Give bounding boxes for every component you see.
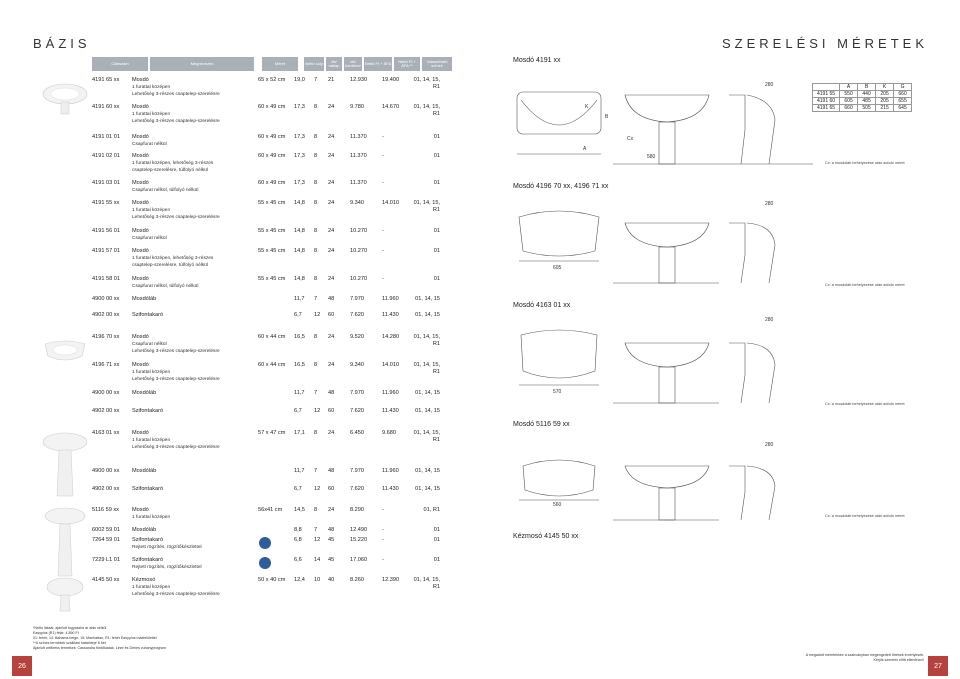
cell-p: 12 xyxy=(314,486,321,492)
row-description: 1 furattal középen xyxy=(132,515,171,520)
svg-text:Cx: Cx xyxy=(627,136,634,142)
cell-price: 10.270 xyxy=(350,248,368,254)
cell-p: 8 xyxy=(314,248,318,254)
cell-w: 19,0 xyxy=(294,77,305,83)
cell-k: 24 xyxy=(328,276,335,282)
cell-p: 8 xyxy=(314,276,318,282)
cell-name: Mosdó xyxy=(132,507,149,513)
cell-k: 24 xyxy=(328,180,335,186)
column-header: Méret xyxy=(262,57,298,71)
cell-name: Mosdó xyxy=(132,77,149,83)
cell-w: 11,7 xyxy=(294,296,305,302)
cell-size: 50 x 40 cm xyxy=(258,577,286,583)
cell-colors: 01, 14, 15, R1 xyxy=(413,334,440,347)
cell-code: 4900 00 xx xyxy=(92,296,120,302)
svg-text:280: 280 xyxy=(765,317,774,323)
cell-price: 17.060 xyxy=(350,557,368,563)
row-description: 1 furattal középen xyxy=(132,85,171,90)
dim-cell: 4191 65 xyxy=(813,105,840,112)
cell-colors: 01 xyxy=(433,557,440,563)
dim-cell: 660 xyxy=(840,105,858,112)
cell-code: 4191 65 xx xyxy=(92,77,120,83)
cell-k: 60 xyxy=(328,312,335,318)
cell-p: 7 xyxy=(314,527,318,533)
cell-price: 7.620 xyxy=(350,312,364,318)
cell-p: 8 xyxy=(314,134,318,140)
row-description: Lehetőség 3-részes csaptelep-szerelésre xyxy=(132,215,220,220)
dim-cell: 550 xyxy=(840,91,858,98)
cell-k: 60 xyxy=(328,408,335,414)
cell-colors: 01 xyxy=(433,228,440,234)
diagram-4196 xyxy=(513,195,933,290)
cell-size: 57 x 47 cm xyxy=(258,430,286,436)
diagram-note: Cx: a mosdóláb behelyezése után adódó méret xyxy=(825,283,905,287)
cell-price2: 19.400 xyxy=(382,77,400,83)
cell-price2: - xyxy=(382,180,384,186)
cell-price: 7.970 xyxy=(350,296,364,302)
cell-colors: 01, 14, 15, R1 xyxy=(413,430,440,443)
cell-colors: 01, 14, 15 xyxy=(415,408,440,414)
cell-price2: 11.430 xyxy=(382,486,399,492)
basin-thumb-4145 xyxy=(40,575,90,613)
cell-k: 48 xyxy=(328,468,335,474)
cell-price: 12.490 xyxy=(350,527,368,533)
row-description: 1 furattal középen xyxy=(132,112,171,117)
cell-colors: 01, 14, 15 xyxy=(415,390,440,396)
cell-code: 4191 58 01 xyxy=(92,276,120,282)
cell-k: 24 xyxy=(328,134,335,140)
row-description: csaptelep-szerelésre, túlfolyó nélkül xyxy=(132,168,208,173)
dim-cell: 440 xyxy=(858,91,876,98)
column-header: Cikkszám xyxy=(92,57,148,71)
cell-w: 16,5 xyxy=(294,334,305,340)
cell-price2: 14.010 xyxy=(382,362,400,368)
cell-price: 6.450 xyxy=(350,430,364,436)
cell-name: Mosdóláb xyxy=(132,390,157,396)
diagram-note: Cx: a mosdóláb behelyezése után adódó méret xyxy=(825,402,905,406)
cell-name: Szifontakaró xyxy=(132,408,164,414)
cell-name: Kézmosó xyxy=(132,577,156,583)
footnote: *Nettó listaár, ajánlott fogyasztói ár alás nélkül xyxy=(33,626,107,630)
cell-price2: 11.430 xyxy=(382,312,399,318)
cell-p: 8 xyxy=(314,430,318,436)
column-header: Nettó súly xyxy=(304,57,324,71)
row-description: 1 furattal középen, lehetőség 3-részes xyxy=(132,256,214,261)
cell-price: 9.340 xyxy=(350,362,364,368)
cell-price2: 14.280 xyxy=(382,334,400,340)
cell-p: 8 xyxy=(314,200,318,206)
cell-price2: 11.430 xyxy=(382,408,399,414)
basin-thumb-4191 xyxy=(40,80,90,116)
dim-header: G xyxy=(894,84,912,91)
cell-k: 60 xyxy=(328,486,335,492)
cell-w: 11,7 xyxy=(294,468,305,474)
cell-w: 6,7 xyxy=(294,312,302,318)
diagram-5116 xyxy=(513,432,933,524)
cell-k: 45 xyxy=(328,537,335,543)
cell-w: 6,7 xyxy=(294,408,302,414)
cell-name: Mosdó xyxy=(132,248,149,254)
cell-name: Mosdóláb xyxy=(132,527,157,533)
cell-name: Mosdó xyxy=(132,362,149,368)
cell-w: 17,3 xyxy=(294,153,305,159)
cell-price: 7.620 xyxy=(350,486,364,492)
page-title-right: SZERELÉSI MÉRETEK xyxy=(722,36,928,51)
cell-code: 7229 L1 01 xyxy=(92,557,120,563)
cell-colors: 01, 14, 15 xyxy=(415,312,440,318)
cell-k: 48 xyxy=(328,527,335,533)
dim-cell: 660 xyxy=(894,91,912,98)
cell-price: 9.520 xyxy=(350,334,364,340)
cell-size: 65 x 52 cm xyxy=(258,77,286,83)
cell-size: 60 x 49 cm xyxy=(258,153,286,159)
cell-k: 21 xyxy=(328,77,335,83)
footnote: Ajánlott wellness termékek: Cassandra fürdőkádak, Liner és Dénes zuhanyprogram xyxy=(33,646,166,650)
cell-w: 14,8 xyxy=(294,228,305,234)
cell-colors: 01, 14, 15, R1 xyxy=(413,77,440,90)
svg-text:580: 580 xyxy=(647,154,656,160)
concealed-fixing-badge xyxy=(259,537,271,549)
row-description: 1 furattal középen xyxy=(132,585,171,590)
page-number-left: 26 xyxy=(12,656,32,676)
cell-name: Mosdó xyxy=(132,180,149,186)
cell-code: 4902 00 xx xyxy=(92,312,120,318)
footer-line: Kérjük szerelés előtt ellenőrizni! xyxy=(873,658,924,662)
row-description: Lehetőség 3-részes csaptelep-szerelésre xyxy=(132,92,220,97)
cell-w: 14,8 xyxy=(294,276,305,282)
cell-size: 56x41 cm xyxy=(258,507,283,513)
concealed-fixing-badge xyxy=(259,557,271,569)
cell-name: Mosdóláb xyxy=(132,468,157,474)
footnotes xyxy=(33,626,166,651)
diagram-note: Cx: a mosdóláb behelyezése után adódó méret xyxy=(825,161,905,165)
diagram-title: Mosdó 4163 01 xx xyxy=(513,302,571,309)
cell-colors: 01, 14, 15 xyxy=(415,296,440,302)
cell-p: 8 xyxy=(314,362,318,368)
dim-cell: 605 xyxy=(840,98,858,105)
row-description: Lehetőség 3-részes csaptelep-szerelésre xyxy=(132,592,220,597)
cell-price2: - xyxy=(382,248,384,254)
cell-price2: 11.960 xyxy=(382,296,399,302)
cell-colors: 01 xyxy=(433,134,440,140)
dim-cell: 485 xyxy=(858,98,876,105)
cell-code: 4191 60 xx xyxy=(92,104,120,110)
cell-k: 48 xyxy=(328,296,335,302)
cell-w: 17,1 xyxy=(294,430,305,436)
row-description: 1 furattal középen, lehetőség 3-részes xyxy=(132,161,214,166)
cell-w: 14,5 xyxy=(294,507,305,513)
dim-header xyxy=(813,84,840,91)
column-header: Választható színek xyxy=(422,57,452,71)
row-description: Lehetőség 3-részes csaptelep-szerelésre xyxy=(132,445,220,450)
cell-p: 14 xyxy=(314,557,321,563)
row-description: Rejtett rögzítés, rögzítőkészlettel xyxy=(132,545,202,550)
basin-thumb-4163 xyxy=(40,430,90,500)
cell-code: 4191 03 01 xyxy=(92,180,120,186)
column-header: Megnevezés xyxy=(150,57,254,71)
dim-cell: 205 xyxy=(876,98,894,105)
footer-line: A megadott méretekhez a szabványban megengedett tűrések érvényesek. xyxy=(805,653,924,657)
cell-p: 7 xyxy=(314,468,318,474)
cell-w: 17,3 xyxy=(294,134,305,140)
cell-code: 4191 57 01 xyxy=(92,248,120,254)
cell-code: 4145 50 xx xyxy=(92,577,120,583)
cell-name: Mosdó xyxy=(132,228,149,234)
cell-price: 10.270 xyxy=(350,228,368,234)
row-description: Lehetőség 3-részes csaptelep-szerelésre xyxy=(132,119,220,124)
dimension-table xyxy=(812,83,912,112)
cell-w: 6,6 xyxy=(294,557,302,563)
dim-cell: 4191 60 xyxy=(813,98,840,105)
cell-w: 8,8 xyxy=(294,527,302,533)
diagram-title: Kézmosó 4145 50 xx xyxy=(513,533,579,540)
basin-thumb-4196 xyxy=(40,336,90,366)
diagram-4163 xyxy=(513,315,933,410)
diagram-title: Mosdó 4196 70 xx, 4196 71 xx xyxy=(513,183,609,190)
column-header: db/ konténer xyxy=(344,57,362,71)
cell-name: Mosdóláb xyxy=(132,296,157,302)
svg-text:605: 605 xyxy=(553,265,562,271)
cell-w: 11,7 xyxy=(294,390,305,396)
cell-price: 8.290 xyxy=(350,507,364,513)
cell-name: Mosdó xyxy=(132,430,149,436)
cell-colors: 01 xyxy=(433,276,440,282)
cell-code: 4902 00 xx xyxy=(92,486,120,492)
row-description: Csapfurat nélkül, túlfolyó nélkül xyxy=(132,188,199,193)
cell-price2: 14.010 xyxy=(382,200,400,206)
cell-price: 12.930 xyxy=(350,77,368,83)
cell-p: 8 xyxy=(314,153,318,159)
cell-p: 8 xyxy=(314,104,318,110)
footer-note xyxy=(806,653,924,663)
cell-code: 4196 71 xx xyxy=(92,362,120,368)
footnote: 01: fehér, 14: Bahama beige, 15: Manhattan, R1: fehér Easyplus mázfelülettel xyxy=(33,636,157,640)
cell-price: 9.340 xyxy=(350,200,364,206)
cell-p: 12 xyxy=(314,312,321,318)
diagram-note: Cx: a mosdóláb behelyezése után adódó méret xyxy=(825,514,905,518)
svg-text:K: K xyxy=(585,104,589,110)
cell-price: 7.620 xyxy=(350,408,364,414)
cell-k: 45 xyxy=(328,557,335,563)
cell-code: 4900 00 xx xyxy=(92,468,120,474)
cell-w: 12,4 xyxy=(294,577,305,583)
cell-code: 4196 70 xx xyxy=(92,334,120,340)
cell-price: 7.970 xyxy=(350,390,364,396)
cell-size: 60 x 44 cm xyxy=(258,334,286,340)
cell-price2: - xyxy=(382,527,384,533)
dim-cell: 505 xyxy=(858,105,876,112)
cell-colors: 01, 14, 15, R1 xyxy=(413,362,440,375)
row-description: 1 furattal középen xyxy=(132,370,171,375)
dim-cell: 655 xyxy=(894,98,912,105)
cell-price: 9.780 xyxy=(350,104,364,110)
cell-colors: 01, 14, 15, R1 xyxy=(413,577,440,590)
cell-w: 6,7 xyxy=(294,486,302,492)
cell-price: 10.270 xyxy=(350,276,368,282)
cell-price2: - xyxy=(382,557,384,563)
cell-w: 14,8 xyxy=(294,200,305,206)
cell-code: 4191 02 01 xyxy=(92,153,120,159)
cell-price: 11.370 xyxy=(350,134,367,140)
cell-price2: 12.390 xyxy=(382,577,400,583)
cell-w: 14,8 xyxy=(294,248,305,254)
cell-price: 11.370 xyxy=(350,180,367,186)
basin-thumb-5116 xyxy=(40,506,90,581)
diagram-title: Mosdó 4191 xx xyxy=(513,57,561,64)
dim-cell: 205 xyxy=(876,91,894,98)
cell-p: 7 xyxy=(314,77,318,83)
footnote: Easyplus (R1) felár: 4.890 Ft xyxy=(33,631,79,635)
row-description: 1 furattal középen xyxy=(132,208,171,213)
cell-name: Mosdó xyxy=(132,104,149,110)
cell-price2: 14.670 xyxy=(382,104,400,110)
cell-price2: - xyxy=(382,134,384,140)
cell-price2: - xyxy=(382,153,384,159)
diagram-title: Mosdó 5116 59 xx xyxy=(513,421,570,428)
page-number-right: 27 xyxy=(928,656,948,676)
row-description: Rejtett rögzítés, rögzítőkészlettel xyxy=(132,565,202,570)
cell-code: 7264 59 01 xyxy=(92,537,120,543)
cell-price: 7.970 xyxy=(350,468,364,474)
cell-colors: 01, R1 xyxy=(423,507,440,513)
cell-colors: 01 xyxy=(433,537,440,543)
row-description: Csapfurat nélkül xyxy=(132,236,167,241)
row-description: 1 furattal középen xyxy=(132,438,171,443)
dim-cell: 215 xyxy=(876,105,894,112)
cell-price2: - xyxy=(382,537,384,543)
cell-size: 60 x 49 cm xyxy=(258,104,286,110)
row-description: csaptelep-szerelésre, túlfolyó nélkül xyxy=(132,263,208,268)
cell-p: 10 xyxy=(314,577,321,583)
cell-code: 4191 01 01 xyxy=(92,134,120,140)
cell-size: 55 x 45 cm xyxy=(258,248,286,254)
cell-code: 5116 59 xx xyxy=(92,507,119,513)
cell-size: 55 x 45 cm xyxy=(258,276,286,282)
cell-name: Mosdó xyxy=(132,334,149,340)
cell-w: 17,3 xyxy=(294,180,305,186)
cell-code: 4191 55 xx xyxy=(92,200,120,206)
cell-size: 60 x 49 cm xyxy=(258,134,286,140)
cell-colors: 01 xyxy=(433,248,440,254)
cell-colors: 01 xyxy=(433,153,440,159)
cell-size: 60 x 49 cm xyxy=(258,180,286,186)
cell-name: Mosdó xyxy=(132,276,149,282)
cell-k: 24 xyxy=(328,153,335,159)
row-description: Lehetőség 3-részes csaptelep-szerelésre xyxy=(132,349,220,354)
cell-price: 15.220 xyxy=(350,537,368,543)
cell-price2: 9.680 xyxy=(382,430,396,436)
row-description: Csapfurat nélkül xyxy=(132,142,167,147)
cell-price2: 11.960 xyxy=(382,468,399,474)
cell-p: 8 xyxy=(314,507,318,513)
cell-name: Mosdó xyxy=(132,200,149,206)
cell-name: Mosdó xyxy=(132,153,149,159)
cell-k: 24 xyxy=(328,104,335,110)
cell-size: 60 x 44 cm xyxy=(258,362,286,368)
cell-price2: - xyxy=(382,507,384,513)
cell-colors: 01, 14, 15 xyxy=(415,486,440,492)
cell-code: 6002 59 01 xyxy=(92,527,120,533)
cell-size: 55 x 45 cm xyxy=(258,200,286,206)
cell-price2: - xyxy=(382,228,384,234)
cell-k: 24 xyxy=(328,430,335,436)
svg-text:280: 280 xyxy=(765,442,774,448)
cell-w: 6,8 xyxy=(294,537,302,543)
cell-k: 24 xyxy=(328,334,335,340)
svg-text:280: 280 xyxy=(765,201,774,207)
cell-name: Szifontakaró xyxy=(132,537,164,543)
cell-name: Mosdó xyxy=(132,134,149,140)
svg-text:280: 280 xyxy=(765,82,774,88)
cell-name: Szifontakaró xyxy=(132,557,164,563)
cell-price: 8.260 xyxy=(350,577,364,583)
column-header: Nettó Ft + ÁFA ** xyxy=(394,57,420,71)
svg-text:560: 560 xyxy=(553,502,562,508)
cell-k: 24 xyxy=(328,200,335,206)
dim-cell: 645 xyxy=(894,105,912,112)
cell-price2: 11.960 xyxy=(382,390,399,396)
svg-text:570: 570 xyxy=(553,389,562,395)
row-description: Lehetőség 3-részes csaptelep-szerelésre xyxy=(132,377,220,382)
cell-p: 8 xyxy=(314,334,318,340)
cell-price: 11.370 xyxy=(350,153,367,159)
cell-name: Szifontakaró xyxy=(132,312,164,318)
cell-colors: 01, 14, 15 xyxy=(415,468,440,474)
cell-colors: 01, 14, 15, R1 xyxy=(413,200,440,213)
dim-header: A xyxy=(840,84,858,91)
cell-p: 8 xyxy=(314,180,318,186)
footnote: **A színes termékek szállítási határideje 6 hét xyxy=(33,641,106,645)
cell-p: 7 xyxy=(314,390,318,396)
page-title-left: BÁZIS xyxy=(33,36,91,51)
dim-header: K xyxy=(876,84,894,91)
cell-k: 24 xyxy=(328,507,335,513)
column-header: Nettó Ft + ÁFA xyxy=(364,57,392,71)
cell-k: 40 xyxy=(328,577,335,583)
row-description: Csapfurat nélkül xyxy=(132,342,167,347)
cell-colors: 01, 14, 15, R1 xyxy=(413,104,440,117)
cell-k: 24 xyxy=(328,248,335,254)
cell-code: 4900 00 xx xyxy=(92,390,120,396)
cell-w: 17,3 xyxy=(294,104,305,110)
cell-p: 12 xyxy=(314,408,321,414)
cell-w: 16,5 xyxy=(294,362,305,368)
svg-text:A: A xyxy=(583,146,587,152)
cell-k: 24 xyxy=(328,228,335,234)
row-description: Csapfurat nélkül, túlfolyó nélkül xyxy=(132,284,199,289)
svg-text:B: B xyxy=(605,114,609,120)
cell-k: 24 xyxy=(328,362,335,368)
cell-p: 7 xyxy=(314,296,318,302)
cell-p: 12 xyxy=(314,537,321,543)
cell-name: Szifontakaró xyxy=(132,486,164,492)
cell-colors: 01 xyxy=(433,527,440,533)
cell-p: 8 xyxy=(314,228,318,234)
cell-code: 4163 01 xx xyxy=(92,430,120,436)
cell-price2: - xyxy=(382,276,384,282)
cell-colors: 01 xyxy=(433,180,440,186)
cell-size: 55 x 45 cm xyxy=(258,228,286,234)
dim-header: B xyxy=(858,84,876,91)
cell-k: 48 xyxy=(328,390,335,396)
cell-code: 4191 56 01 xyxy=(92,228,120,234)
dim-cell: 4191 55 xyxy=(813,91,840,98)
column-header: db/ raklap xyxy=(326,57,342,71)
cell-code: 4902 00 xx xyxy=(92,408,120,414)
